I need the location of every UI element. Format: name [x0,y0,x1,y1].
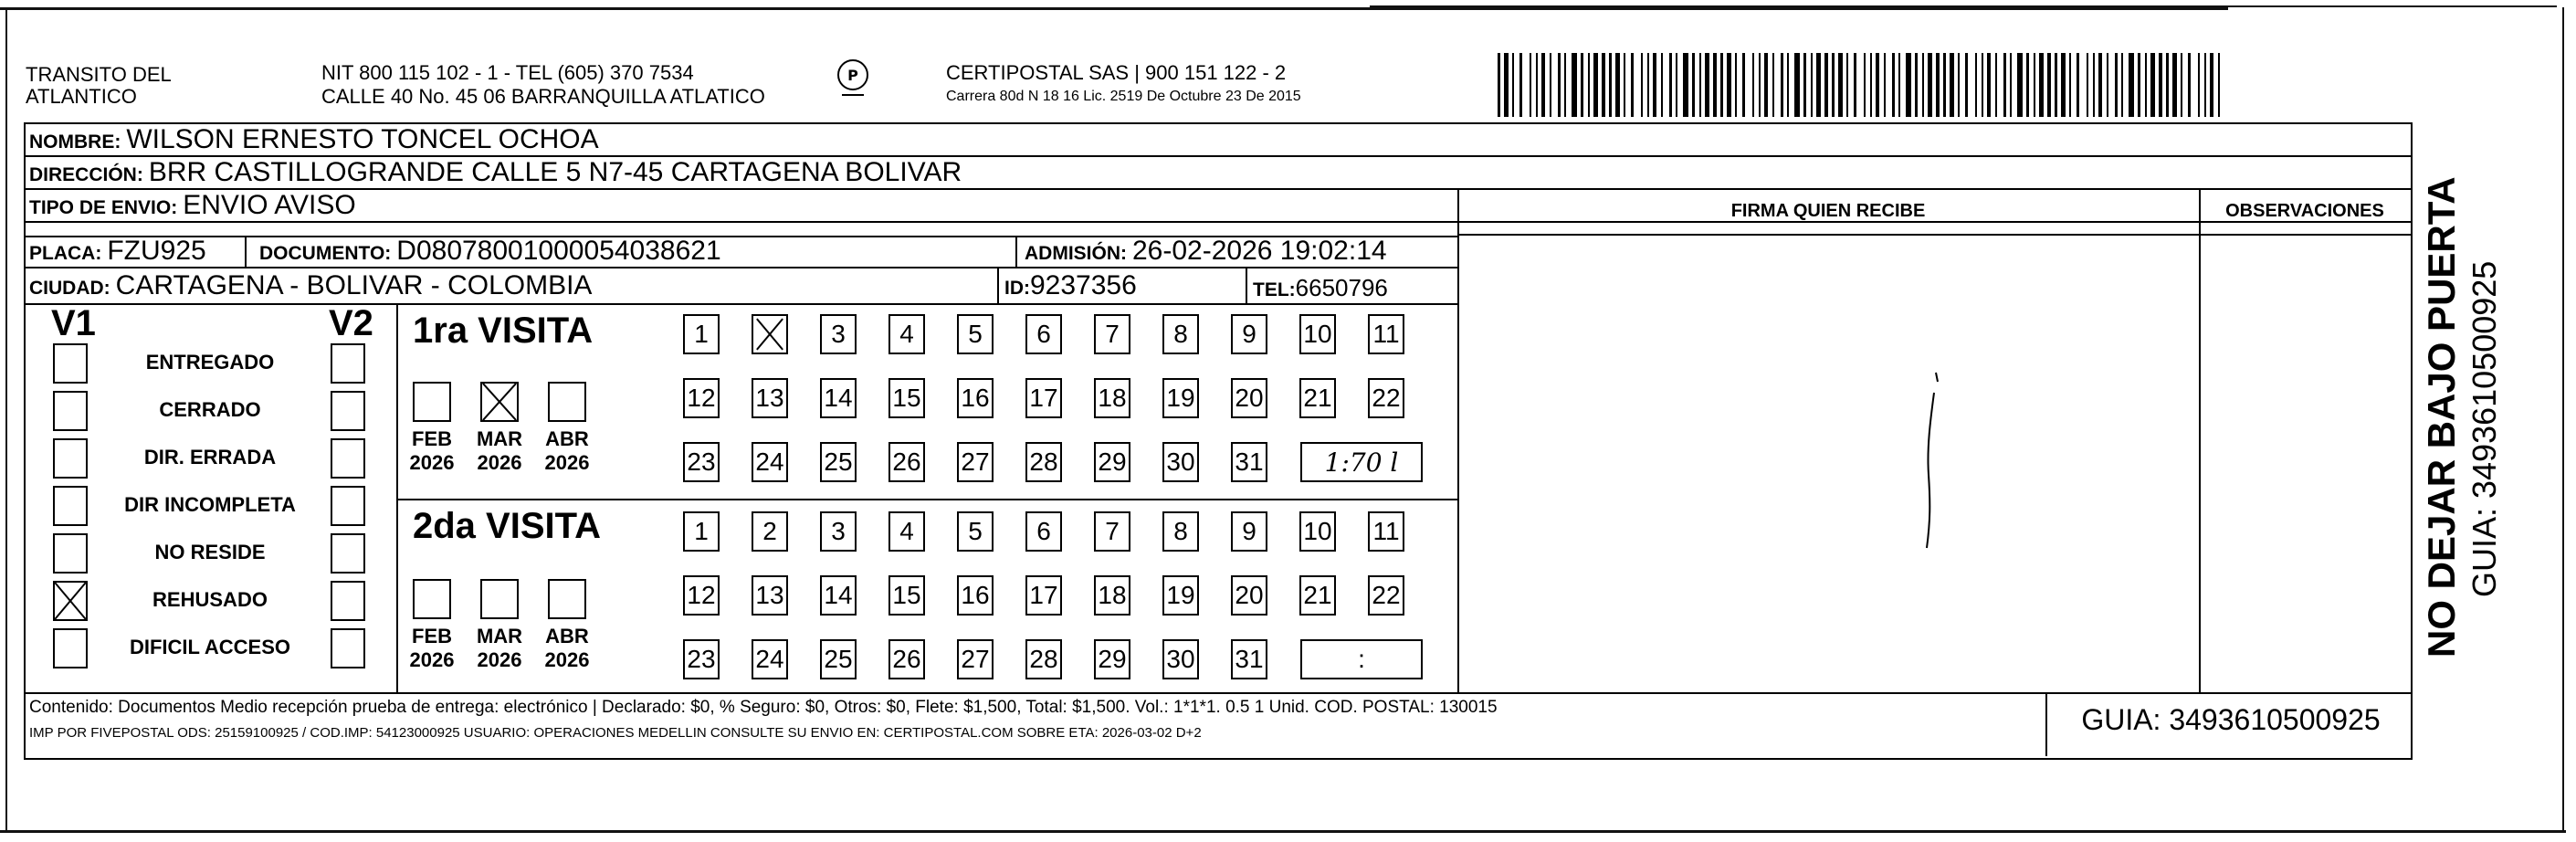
day-box[interactable]: 8 [1162,511,1199,552]
day-box[interactable]: 14 [820,575,857,616]
v2-checkbox[interactable] [331,581,365,621]
ciudad-row [29,270,592,301]
day-box[interactable]: 21 [1299,575,1336,616]
scan-border-top-right [1370,5,2557,7]
day-box[interactable]: 14 [820,378,857,418]
day-box[interactable] [752,314,788,354]
day-box[interactable]: 24 [752,442,788,482]
day-box[interactable]: 1 [683,314,720,354]
tipo-value: ENVIO AVISO [183,190,356,220]
day-box[interactable]: 8 [1162,314,1199,354]
day-box[interactable]: 23 [683,639,720,679]
day-box[interactable]: 26 [888,442,925,482]
col-line [2045,692,2047,756]
sender-line1: TRANSITO DEL [26,63,172,86]
id-label: ID: [1004,278,1030,299]
year-label: 2026 [544,648,590,671]
v2-checkbox[interactable] [331,486,365,526]
placa-row [29,236,206,267]
day-box[interactable]: 2 [752,511,788,552]
col-line [997,267,999,303]
day-box[interactable]: 18 [1094,378,1130,418]
day-box[interactable]: 17 [1025,575,1062,616]
row-line [24,267,1457,268]
direccion-label: DIRECCIÓN: [29,164,143,185]
day-box[interactable]: 28 [1025,442,1062,482]
barcode [1498,53,2228,117]
v2-checkbox[interactable] [331,391,365,431]
row-line [24,692,2411,694]
month-label: FEB [412,427,452,450]
day-box[interactable]: 10 [1299,314,1336,354]
day-box[interactable]: 30 [1162,442,1199,482]
row-line [24,188,2411,190]
year-label: 2026 [409,451,455,474]
sender-line2: ATLANTICO [26,85,137,108]
nombre-value: WILSON ERNESTO TONCEL OCHOA [126,124,599,154]
month-checkbox[interactable] [480,579,519,619]
ciudad-value: CARTAGENA - BOLIVAR - COLOMBIA [115,270,593,300]
sender-nit: NIT 800 115 102 - 1 - TEL (605) 370 7534 [321,61,694,84]
footer-print-line: IMP POR FIVEPOSTAL ODS: 25159100925 / COD.IMP: 54123000925 USUARIO: OPERACIONES MEDELLIN CONSULTE SU ENVIO EN: CERTIPOSTAL.COM SOBRE ETA: 2026-03-02 D+2 [29,725,1202,741]
nombre-label: NOMBRE: [29,132,121,153]
year-label: 2026 [477,648,522,671]
scan-border-bottom [0,830,2566,833]
v2-checkbox[interactable] [331,628,365,668]
day-box[interactable]: 31 [1231,639,1267,679]
year-label: 2026 [409,648,455,671]
footer-guia: GUIA: 3493610500925 [2081,703,2381,736]
placa-value: FZU925 [107,236,206,266]
day-box[interactable]: 15 [888,575,925,616]
day-box[interactable]: 7 [1094,314,1130,354]
month-label: MAR [476,625,523,647]
day-box[interactable]: 19 [1162,575,1199,616]
month-checkbox[interactable] [548,382,586,422]
side-guia-text: GUIA: 3493610500925 [2466,260,2503,597]
v2-checkbox[interactable] [331,533,365,574]
day-box[interactable]: 19 [1162,378,1199,418]
tipo-label: TIPO DE ENVIO: [29,197,178,218]
v1-checkbox[interactable] [53,391,88,431]
day-box[interactable]: 9 [1231,314,1267,354]
v1-checkbox[interactable] [53,486,88,526]
tel-value: 6650796 [1295,274,1388,301]
month-label: FEB [412,625,452,647]
nombre-row [29,124,599,155]
id-row [1004,270,1137,301]
col-line [245,236,247,267]
day-box[interactable]: 24 [752,639,788,679]
scan-border-right [2562,7,2564,831]
year-label: 2026 [544,451,590,474]
day-box[interactable]: 17 [1025,378,1062,418]
day-box[interactable]: 5 [957,511,994,552]
month-label: ABR [545,427,589,450]
certipostal-logo-icon [833,58,873,99]
v1-checkbox[interactable] [53,581,88,621]
day-box[interactable]: 20 [1231,378,1267,418]
observaciones-label: OBSERVACIONES [2225,201,2384,221]
day-box[interactable]: 9 [1231,511,1267,552]
day-box[interactable]: 7 [1094,511,1130,552]
sender-address: CALLE 40 No. 45 06 BARRANQUILLA ATLATICO [321,85,765,108]
day-box[interactable]: 16 [957,575,994,616]
day-box[interactable]: 27 [957,639,994,679]
direccion-row [29,157,962,188]
day-box[interactable]: 13 [752,575,788,616]
day-box[interactable]: 29 [1094,442,1130,482]
documento-row [259,236,721,267]
day-box[interactable]: 10 [1299,511,1336,552]
v2-checkbox[interactable] [331,438,365,479]
reason-label: NO RESIDE [154,541,266,563]
day-box[interactable]: 18 [1094,575,1130,616]
day-box[interactable]: 23 [683,442,720,482]
day-box[interactable]: 25 [820,442,857,482]
month-label: ABR [545,625,589,647]
day-box[interactable]: 11 [1368,314,1404,354]
v1-header: V1 [51,303,96,343]
month-checkbox[interactable] [413,382,451,422]
day-box[interactable]: 26 [888,639,925,679]
day-box[interactable]: 28 [1025,639,1062,679]
day-box[interactable]: 15 [888,378,925,418]
v1-checkbox[interactable] [53,628,88,668]
direccion-value: BRR CASTILLOGRANDE CALLE 5 N7-45 CARTAGENA BOLIVAR [148,157,962,187]
day-box[interactable]: 4 [888,511,925,552]
month-checkbox[interactable] [413,579,451,619]
admision-row [1025,236,1387,267]
reason-label: CERRADO [159,398,261,421]
documento-value: D08078001000054038621 [396,236,721,266]
company-license: Carrera 80d N 18 16 Lic. 2519 De Octubre 23 De 2015 [946,89,1301,104]
signature-mark [1918,365,1954,566]
scan-border-left [5,7,7,831]
year-label: 2026 [477,451,522,474]
col-line [2199,188,2201,692]
day-box[interactable]: 22 [1368,378,1404,418]
scan-border-top [0,7,2228,10]
month-checkbox[interactable] [480,382,519,422]
day-box[interactable]: 12 [683,575,720,616]
time-box[interactable]: : [1300,639,1423,679]
day-box[interactable]: 27 [957,442,994,482]
admision-value: 26-02-2026 19:02:14 [1132,236,1387,266]
reason-label: REHUSADO [152,588,268,611]
v2-header: V2 [329,303,373,343]
row-line [396,499,1457,500]
reason-label: DIFICIL ACCESO [129,636,290,658]
day-box[interactable]: 25 [820,639,857,679]
day-box[interactable]: 11 [1368,511,1404,552]
tel-row [1253,274,1388,302]
row-line [1457,234,2411,236]
day-box[interactable]: 5 [957,314,994,354]
firma-label: FIRMA QUIEN RECIBE [1730,201,1926,221]
day-box[interactable]: 3 [820,314,857,354]
tipo-row [29,190,356,221]
footer-content-line: Contenido: Documentos Medio recepción prueba de entrega: electrónico | Declarado: $0, % Seguro: $0, Otros: $0, Flete: $1,500, Total: $1,500. Vol.: 1*1*1. 0.5 1 Unid. COD. POSTAL: 130015 [29,698,1498,717]
day-box[interactable]: 6 [1025,511,1062,552]
col-line [1015,236,1017,267]
day-box[interactable]: 31 [1231,442,1267,482]
id-value: 9237356 [1030,270,1137,300]
day-box[interactable]: 20 [1231,575,1267,616]
col-line [396,303,398,692]
company-name: CERTIPOSTAL SAS | 900 151 122 - 2 [946,61,1287,84]
reason-label: DIR INCOMPLETA [124,493,296,516]
day-box[interactable]: 12 [683,378,720,418]
second-visit-title: 2da VISITA [413,506,601,546]
side-warning-text: NO DEJAR BAJO PUERTA [2420,176,2463,658]
day-box[interactable]: 13 [752,378,788,418]
v1-checkbox[interactable] [53,343,88,384]
reason-label: ENTREGADO [145,351,275,374]
tel-label: TEL: [1253,279,1296,300]
day-box[interactable]: 1 [683,511,720,552]
ciudad-label: CIUDAD: [29,278,110,299]
day-box[interactable]: 30 [1162,639,1199,679]
documento-label: DOCUMENTO: [259,243,392,264]
day-box[interactable]: 21 [1299,378,1336,418]
day-box[interactable]: 4 [888,314,925,354]
admision-label: ADMISIÓN: [1025,243,1127,264]
day-box[interactable]: 6 [1025,314,1062,354]
day-box[interactable]: 22 [1368,575,1404,616]
first-visit-title: 1ra VISITA [413,310,594,351]
day-box[interactable]: 3 [820,511,857,552]
day-box[interactable]: 16 [957,378,994,418]
placa-label: PLACA: [29,243,102,264]
svg-text:P: P [847,67,858,84]
row-line [24,303,1457,305]
v1-checkbox[interactable] [53,438,88,479]
v1-checkbox[interactable] [53,533,88,574]
v2-checkbox[interactable] [331,343,365,384]
month-checkbox[interactable] [548,579,586,619]
time-box[interactable]: 1:70 l [1300,442,1423,482]
reason-label: DIR. ERRADA [143,446,277,468]
month-label: MAR [476,427,523,450]
col-line [1246,267,1247,303]
day-box[interactable]: 29 [1094,639,1130,679]
col-line [1457,188,1459,692]
